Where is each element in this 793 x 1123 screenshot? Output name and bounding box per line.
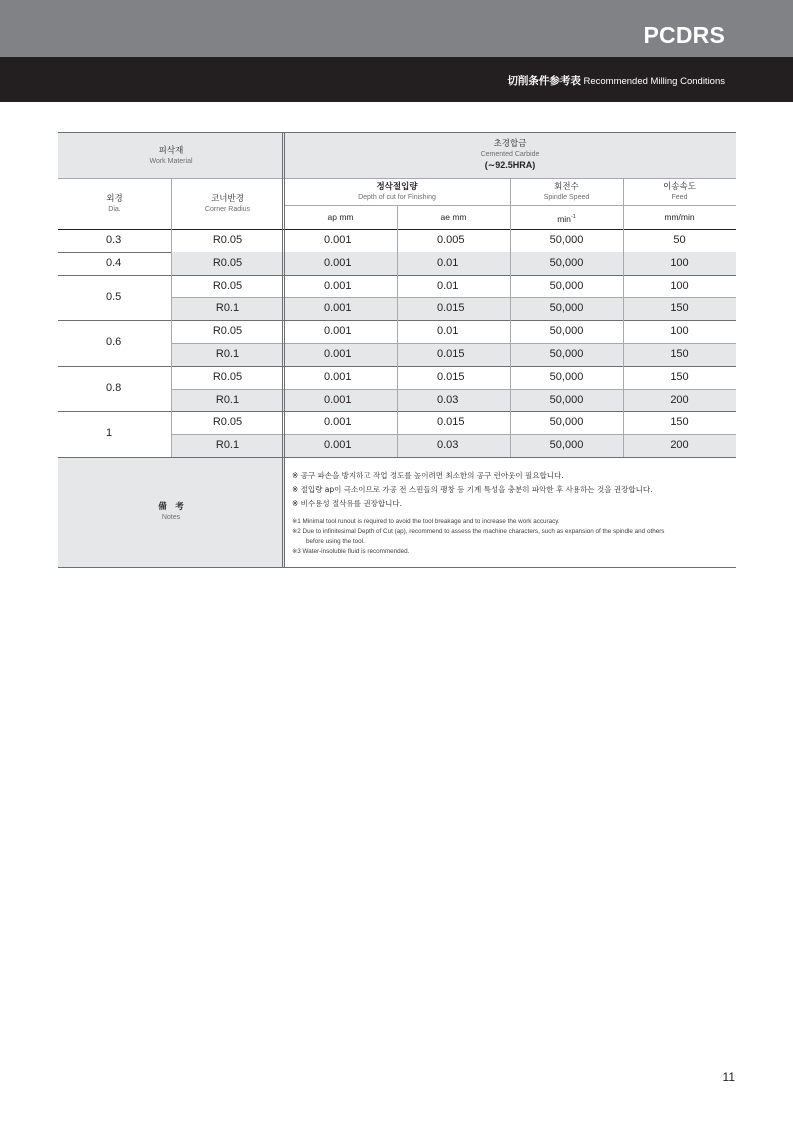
row-divider xyxy=(171,434,736,435)
divider-double xyxy=(282,132,285,568)
ae-cell: 0.03 xyxy=(437,439,459,452)
note-en-2-cont: before using the tool. xyxy=(306,538,365,545)
ap-cell: 0.001 xyxy=(324,256,352,269)
unit-ae xyxy=(397,205,510,229)
spindle-speed-cell: 50,000 xyxy=(549,302,584,315)
notes-label-en: Notes xyxy=(161,514,181,521)
subtitle-band xyxy=(0,57,793,102)
spindle-speed-cell: 50,000 xyxy=(549,370,584,383)
spindle-speed-cell: 50,000 xyxy=(549,416,584,429)
row-divider xyxy=(171,297,736,298)
dia-cell: 1 xyxy=(106,427,113,440)
note-ko-3: ※ 비수용성 절삭유를 권장합니다. xyxy=(292,499,403,508)
corner-ko: 코너반경 xyxy=(211,194,244,204)
work-material-header xyxy=(58,132,284,178)
note-ko-2: ※ 절입량 ap이 극소이므로 가공 전 스핀들의 팽창 등 기계 특성을 충분히 파악한 후 사용하는 것을 권장합니다. xyxy=(292,485,653,494)
spindle-speed-cell: 50,000 xyxy=(549,234,584,246)
ap-cell: 0.001 xyxy=(324,302,352,315)
ap-cell: 0.001 xyxy=(324,393,352,406)
corner-radius-cell: R0.1 xyxy=(215,393,240,406)
feed-cell: 150 xyxy=(670,348,689,360)
notes-label-cjk: 備 考 xyxy=(158,502,184,512)
unit-feed-label: mm/min xyxy=(664,212,695,222)
corner-radius-cell: R0.05 xyxy=(212,279,243,292)
ae-cell: 0.005 xyxy=(437,234,465,246)
ap-cell: 0.001 xyxy=(324,325,352,338)
depth-ko: 정삭절입량 xyxy=(376,182,418,192)
header-band xyxy=(0,0,793,57)
note-en-1: ※1 Minimal tool runout is required to avoid the tool breakage and to increase the work accuracy. xyxy=(292,518,560,525)
dia-cell: 0.4 xyxy=(106,256,122,269)
ae-cell: 0.01 xyxy=(437,325,459,338)
corner-radius-cell: R0.05 xyxy=(212,325,243,338)
page-subtitle xyxy=(507,73,725,88)
spindle-speed-cell: 50,000 xyxy=(549,325,584,338)
divider-ap xyxy=(397,205,398,457)
ap-cell: 0.001 xyxy=(324,370,352,383)
dia-cell: 0.6 xyxy=(106,336,122,349)
spindle-speed-cell: 50,000 xyxy=(549,256,584,269)
dia-cell: 0.5 xyxy=(106,290,122,303)
feed-cell: 100 xyxy=(670,325,689,338)
unit-ae-label: ae mm xyxy=(440,212,467,222)
ae-cell: 0.015 xyxy=(437,302,465,315)
dia-cell: 0.8 xyxy=(106,381,122,394)
ap-cell: 0.001 xyxy=(324,439,352,452)
depth-en: Depth of cut for Finishing xyxy=(358,194,436,201)
cutting-conditions-table xyxy=(58,132,736,568)
feed-en: Feed xyxy=(671,194,688,201)
dia-ko: 외경 xyxy=(106,194,123,204)
note-en-2: ※2 Due to infinitesimal Depth of Cut (ap), recommend to assess the machine characters, such as expansion of the spindle and others xyxy=(292,528,665,535)
unit-min xyxy=(510,205,623,229)
feed-cell: 150 xyxy=(670,302,689,315)
corner-radius-cell: R0.05 xyxy=(212,370,243,383)
feed-cell: 100 xyxy=(670,256,689,269)
divider-speed xyxy=(510,178,511,457)
ap-cell: 0.001 xyxy=(324,279,352,292)
corner-radius-cell: R0.05 xyxy=(212,416,243,429)
carbide-grade: (∼92.5HRA) xyxy=(484,160,536,170)
rule-bottom xyxy=(58,567,736,568)
rule-notes-top xyxy=(58,457,736,458)
speed-en: Spindle Speed xyxy=(543,194,590,201)
spindle-speed-cell: 50,000 xyxy=(549,439,584,452)
subtitle-en: Recommended Milling Conditions xyxy=(583,76,725,87)
corner-radius-cell: R0.05 xyxy=(212,234,243,246)
speed-header xyxy=(510,178,623,205)
feed-cell: 100 xyxy=(670,279,689,292)
note-en-3: ※3 Water-insoluble fluid is recommended. xyxy=(292,548,410,555)
ae-cell: 0.01 xyxy=(437,279,459,292)
feed-cell: 200 xyxy=(670,393,689,406)
rule-header-1 xyxy=(58,178,736,179)
spindle-speed-cell: 50,000 xyxy=(549,348,584,360)
work-material-ko: 피삭재 xyxy=(158,146,184,156)
brand-title: PCDRS xyxy=(643,22,725,48)
feed-ko: 이송속도 xyxy=(663,182,696,192)
ae-cell: 0.015 xyxy=(437,370,465,383)
carbide-ko: 초경합금 xyxy=(493,139,527,149)
spindle-speed-cell: 50,000 xyxy=(549,279,584,292)
spindle-speed-cell: 50,000 xyxy=(549,393,584,406)
unit-min-exponent: -1 xyxy=(570,214,576,220)
subtitle-cjk: 切削条件参考表 xyxy=(507,75,581,87)
notes-label-cell xyxy=(58,457,284,568)
dia-en: Dia. xyxy=(108,206,121,213)
corner-radius-header xyxy=(171,178,284,229)
unit-min-base: min xyxy=(557,214,571,224)
divider-feed xyxy=(623,178,624,457)
ae-cell: 0.03 xyxy=(437,393,459,406)
feed-cell: 150 xyxy=(670,370,689,383)
carbide-header xyxy=(284,132,736,178)
corner-radius-cell: R0.1 xyxy=(215,439,240,452)
dia-cell: 0.3 xyxy=(106,234,122,246)
note-ko-1: ※ 공구 파손을 방지하고 작업 정도를 높이려면 최소한의 공구 런아웃이 필요합니다. xyxy=(292,471,564,480)
rule-top xyxy=(58,132,736,133)
notes-content xyxy=(284,457,736,568)
ap-cell: 0.001 xyxy=(324,348,352,360)
unit-ap-label: ap mm xyxy=(327,212,354,222)
corner-radius-cell: R0.1 xyxy=(215,302,240,315)
ae-cell: 0.015 xyxy=(437,416,465,429)
ap-cell: 0.001 xyxy=(324,416,352,429)
corner-en: Corner Radius xyxy=(204,206,251,213)
unit-ap xyxy=(284,205,397,229)
depth-header xyxy=(284,178,510,205)
row-divider xyxy=(171,343,736,344)
corner-radius-cell: R0.1 xyxy=(215,348,240,360)
feed-header xyxy=(623,178,736,205)
ap-cell: 0.001 xyxy=(324,234,352,246)
dia-header xyxy=(58,178,171,229)
ae-cell: 0.01 xyxy=(437,256,459,269)
feed-cell: 150 xyxy=(670,416,689,429)
speed-ko: 회전수 xyxy=(554,182,579,192)
page-number: 11 xyxy=(722,1070,735,1084)
ae-cell: 0.015 xyxy=(437,348,465,360)
carbide-en: Cemented Carbide xyxy=(480,151,540,158)
work-material-en: Work Material xyxy=(149,158,193,165)
unit-min-label xyxy=(510,205,623,229)
divider-dia xyxy=(171,178,172,457)
feed-cell: 200 xyxy=(670,439,689,452)
row-divider xyxy=(171,389,736,390)
corner-radius-cell: R0.05 xyxy=(212,256,243,269)
unit-feed xyxy=(623,205,736,229)
feed-cell: 50 xyxy=(673,234,686,246)
